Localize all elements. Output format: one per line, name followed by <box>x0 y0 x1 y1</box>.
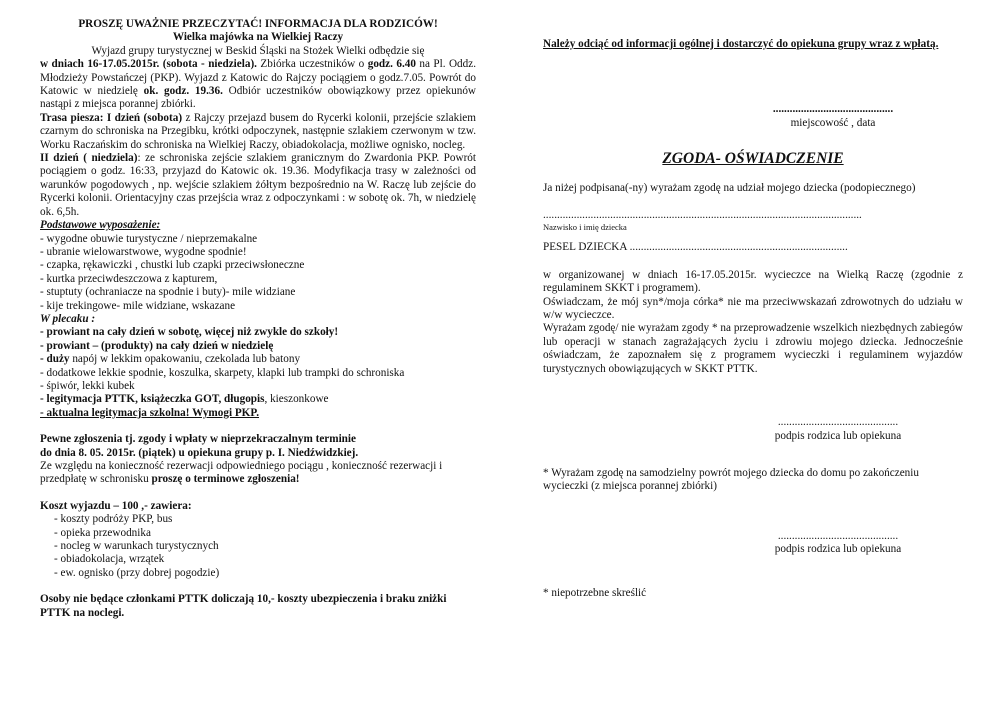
backpack-item: - śpiwór, lekki kubek <box>40 379 135 392</box>
deadline-note: Ze względu na konieczność rezerwacji odpowiedniego pociągu , konieczność rezerwacji i przedpłatę w schronisku proszę o terminowe zgłoszenia! <box>40 460 443 486</box>
cost-title: Koszt wyjazdu – 100 ,- zawiera: <box>40 499 192 512</box>
backpack-item: - duży napój w lekkim opakowaniu, czekolada lub batony <box>40 353 301 366</box>
cost-item: - opieka przewodnika <box>54 526 151 539</box>
signature-dots: ........................................... <box>777 529 899 542</box>
equipment-item: - stuptuty (ochraniacze na spodnie i buty)- mile widziane <box>40 286 296 299</box>
backpack-item: - legitymacja PTTK, książeczka GOT, długopis, kieszonkowe <box>40 393 329 406</box>
cost-item: - obiadokolacja, wrzątek <box>54 553 165 566</box>
backpack-item: - prowiant na cały dzień w sobotę, więcej niż zwykle do szkoły! <box>40 326 339 339</box>
child-name-dots: .................................................................................................................. <box>543 209 862 222</box>
equipment-item: - kije trekingowe- mile widziane, wskazane <box>40 299 236 312</box>
consent-form-column <box>543 38 963 600</box>
pttk-note: Osoby nie będące członkami PTTK doliczają 10,- koszty ubezpieczenia i braku zniżki PTTK na noclegi. <box>40 593 447 619</box>
backpack-item: - prowiant – (produkty) na cały dzień w niedzielę <box>40 339 274 352</box>
intro-line: Wyjazd grupy turystycznej w Beskid Śląski na Stożek Wielki odbędzie się <box>91 44 425 57</box>
meeting-time: godz. 6.40 <box>367 58 416 71</box>
cost-item: - koszty podróży PKP, bus <box>54 513 173 526</box>
cost-item: - ew. ognisko (przy dobrej pogodzie) <box>54 566 220 579</box>
trip-title: Wielka majówka na Wielkiej Raczy <box>172 31 344 44</box>
backpack-item: - aktualna legitymacja szkolna! Wymogi PKP. <box>40 406 259 419</box>
deadline-line: Pewne zgłoszenia tj. zgody i wpłaty w nieprzekraczalnym terminie <box>40 433 356 446</box>
equipment-title: Podstawowe wyposażenie: <box>40 219 161 232</box>
cut-instruction: Należy odciąć od informacji ogólnej i dostarczyć do opiekuna grupy wraz z wpłatą. <box>543 38 939 50</box>
intro-paragraph: w dniach 16-17.05.2015r. (sobota - niedziela). Zbiórka uczestników o godz. 6.40 na Pl. Oddz. Młodzieży Powstańczej (PKP). Wyjazd z Katowic do Rajczy pociągiem o godz.7.05. Powrót do Katowic w niedzielę ok. godz. 19.36. Odbiór uczestników obowiązkowy przez opiekunów nastąpi z miejsca porannej zbiórki. <box>40 58 477 111</box>
cost-item: - nocleg w warunkach turystycznych <box>54 540 219 553</box>
route-day2: II dzień ( niedziela): ze schroniska zejście szlakiem granicznym do Zwardonia PKP. Powrót pociągiem o godz. 16:33, przyjazd do Katowic ok. 19.36. Modyfikacja trasy w zależności od warunków pogodowych , np. wejście szlakiem żółtym bezpośrednio na W. Raczę lub zejście do Rycerki kolonii. Orientacyjny czas przejścia wraz z odpoczynkami : w sobotę ok. 7h, w niedzielę ok. 6,5h. <box>40 152 477 218</box>
route-day1: Trasa piesza: I dzień (sobota) z Rajczy przejazd busem do Rycerki kolonii, przejście szlakiem czarnym do schroniska na Przegibku, krótki odpoczynek, następnie szlakiem czerwonym w tzw. Worku Raczańskim do schroniska na Wielkiej Raczy, obiadokolacja, możliwe ognisko, nocleg. <box>40 111 476 151</box>
child-name-label: Nazwisko i imię dziecka <box>543 222 627 233</box>
equipment-item: - kurtka przeciwdeszczowa z kapturem, <box>40 272 218 285</box>
return-consent: * Wyrażam zgodę na samodzielny powrót mojego dziecka do domu po zakończeniu wycieczki (z miejsca porannej zbiórki) <box>543 466 919 493</box>
equipment-item: - czapka, rękawiczki , chustki lub czapki przeciwsłoneczne <box>40 259 305 272</box>
place-date-dots: ........................................... <box>772 103 894 116</box>
strike-note: * niepotrzebne skreślić <box>543 586 647 599</box>
equipment-item: - ubranie wielowarstwowe, wygodne spodnie! <box>40 245 247 258</box>
signature-label: podpis rodzica lub opiekuna <box>774 543 902 556</box>
page-heading: PROSZĘ UWAŻNIE PRZECZYTAĆ! INFORMACJA DLA RODZICÓW! <box>78 18 438 30</box>
trip-consent-text: w organizowanej w dniach 16-17.05.2015r. wycieczce na Wielką Raczę (zgodnie z regulaminem SKKT i programem). <box>543 268 963 295</box>
backpack-title: W plecaku : <box>40 312 96 325</box>
pesel-line: PESEL DZIECKA .............................................................................. <box>543 241 848 254</box>
health-statement: Oświadczam, że mój syn*/moja córka* nie ma przeciwwskazań zdrowotnych do udziału w w/w wycieczce. <box>543 295 963 322</box>
signature-label: podpis rodzica lub opiekuna <box>774 429 902 442</box>
consent-intro: Ja niżej podpisana(-ny) wyrażam zgodę na udział mojego dziecka (podopiecznego) <box>543 181 916 194</box>
backpack-item: - dodatkowe lekkie spodnie, koszulka, skarpety, klapki lub trampki do schroniska <box>40 366 405 379</box>
signature-dots: ........................................... <box>777 416 899 429</box>
info-for-parents-column <box>40 18 476 620</box>
return-time: ok. godz. 19.36. <box>143 85 223 98</box>
consent-title: ZGODA- OŚWIADCZENIE <box>662 150 844 168</box>
place-date-label: miejscowość , data <box>790 116 876 129</box>
deadline-line: do dnia 8. 05. 2015r. (piątek) u opiekuna grupy p. I. Niedźwidzkiej. <box>40 446 359 459</box>
procedures-consent: Wyrażam zgodę/ nie wyrażam zgody * na przeprowadzenie wszelkich niezbędnych zabiegów lub operacji w stanach zagrażających życiu i zdrowiu mojego dziecka. Jednocześnie oświadczam, że zapoznałem się z programem wycieczki i regulaminem wyjazdów turystycznych obowiązujących w SKKT PTTK. <box>543 322 963 375</box>
equipment-item: - wygodne obuwie turystyczne / nieprzemakalne <box>40 232 258 245</box>
trip-dates: w dniach 16-17.05.2015r. (sobota - niedziela). <box>40 58 257 71</box>
